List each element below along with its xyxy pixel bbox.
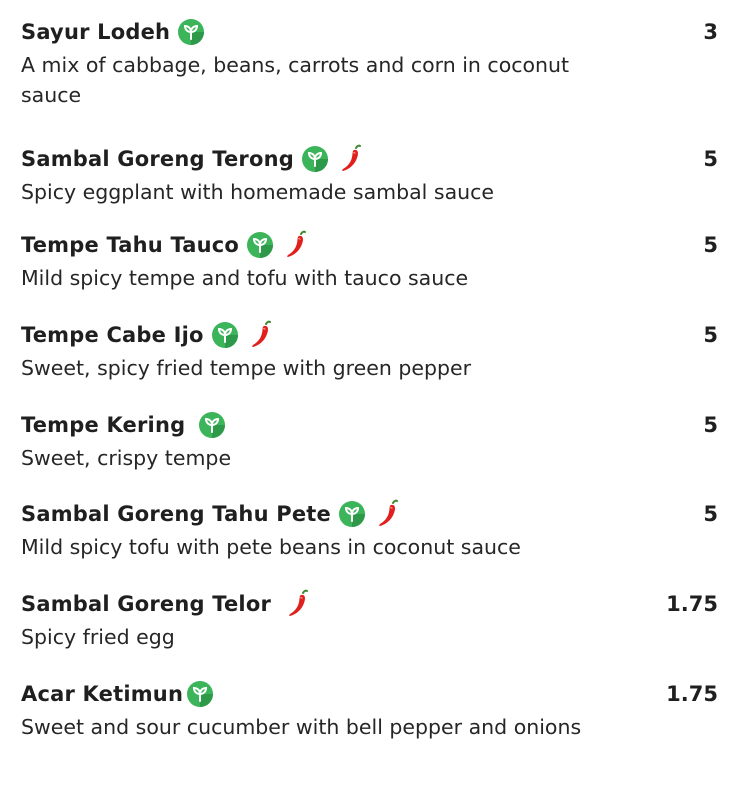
menu-item-header — [21, 586, 718, 622]
menu-item-header — [21, 407, 718, 443]
dish-description: Spicy fried egg — [21, 625, 175, 649]
dish-price: 5 — [703, 502, 718, 526]
vegetarian-leaf-icon — [187, 681, 213, 707]
menu-item — [21, 676, 718, 762]
dish-price: 5 — [703, 147, 718, 171]
chili-pepper-icon — [340, 144, 362, 174]
dish-description: Sweet and sour cucumber with bell pepper and onions — [21, 715, 582, 739]
dish-price: 5 — [703, 323, 718, 347]
dish-icons — [212, 317, 272, 353]
dish-name: Tempe Cabe Ijo — [21, 323, 204, 347]
menu-item — [21, 317, 718, 403]
menu-item — [21, 14, 718, 124]
menu-item — [21, 586, 718, 672]
dish-name: Sambal Goreng Tahu Pete — [21, 502, 331, 526]
vegetarian-leaf-icon — [199, 412, 225, 438]
dish-name: Acar Ketimun — [21, 682, 184, 706]
dish-price: 1.75 — [666, 682, 718, 706]
dish-name: Sambal Goreng Terong — [21, 147, 294, 171]
menu-item-header — [21, 676, 718, 712]
dish-icons — [339, 496, 399, 532]
vegetarian-leaf-icon — [212, 322, 238, 348]
dish-price: 3 — [703, 20, 718, 44]
menu-item-header — [21, 227, 718, 263]
dish-icons — [187, 676, 225, 712]
menu-item-header — [21, 317, 718, 353]
vegetarian-leaf-icon — [339, 501, 365, 527]
dish-description: Spicy eggplant with homemade sambal sauce — [21, 180, 495, 204]
dish-description: Mild spicy tofu with pete beans in coconut sauce — [21, 535, 521, 559]
vegetarian-leaf-icon — [302, 146, 328, 172]
dish-name: Tempe Tahu Tauco — [21, 233, 240, 257]
menu-item-header — [21, 496, 718, 532]
dish-price: 5 — [703, 413, 718, 437]
dish-icons — [199, 407, 237, 443]
menu-item-header — [21, 141, 718, 177]
menu-item — [21, 141, 718, 227]
dish-name: Tempe Kering — [21, 413, 186, 437]
menu-item — [21, 407, 718, 493]
dish-description: Mild spicy tempe and tofu with tauco sauce — [21, 266, 469, 290]
dish-price: 5 — [703, 233, 718, 257]
chili-pepper-icon — [250, 320, 272, 350]
chili-pepper-icon — [285, 230, 307, 260]
vegetarian-leaf-icon — [247, 232, 273, 258]
dish-icons — [247, 227, 307, 263]
chili-pepper-icon — [287, 589, 309, 619]
dish-description: Sweet, spicy fried tempe with green pepper — [21, 356, 472, 380]
dish-name: Sayur Lodeh — [21, 20, 171, 44]
chili-pepper-icon — [377, 499, 399, 529]
vegetarian-leaf-icon — [178, 19, 204, 45]
dish-description: Sweet, crispy tempe — [21, 446, 232, 470]
menu-item — [21, 496, 718, 582]
dish-icons — [302, 141, 362, 177]
dish-icons — [178, 14, 216, 50]
dish-description: A mix of cabbage, beans, carrots and corn in coconut sauce — [21, 53, 570, 107]
menu-item-header — [21, 14, 718, 50]
dish-name: Sambal Goreng Telor — [21, 592, 272, 616]
dish-icons — [287, 586, 309, 622]
menu-item — [21, 227, 718, 313]
menu-list — [21, 14, 718, 762]
dish-price: 1.75 — [666, 592, 718, 616]
